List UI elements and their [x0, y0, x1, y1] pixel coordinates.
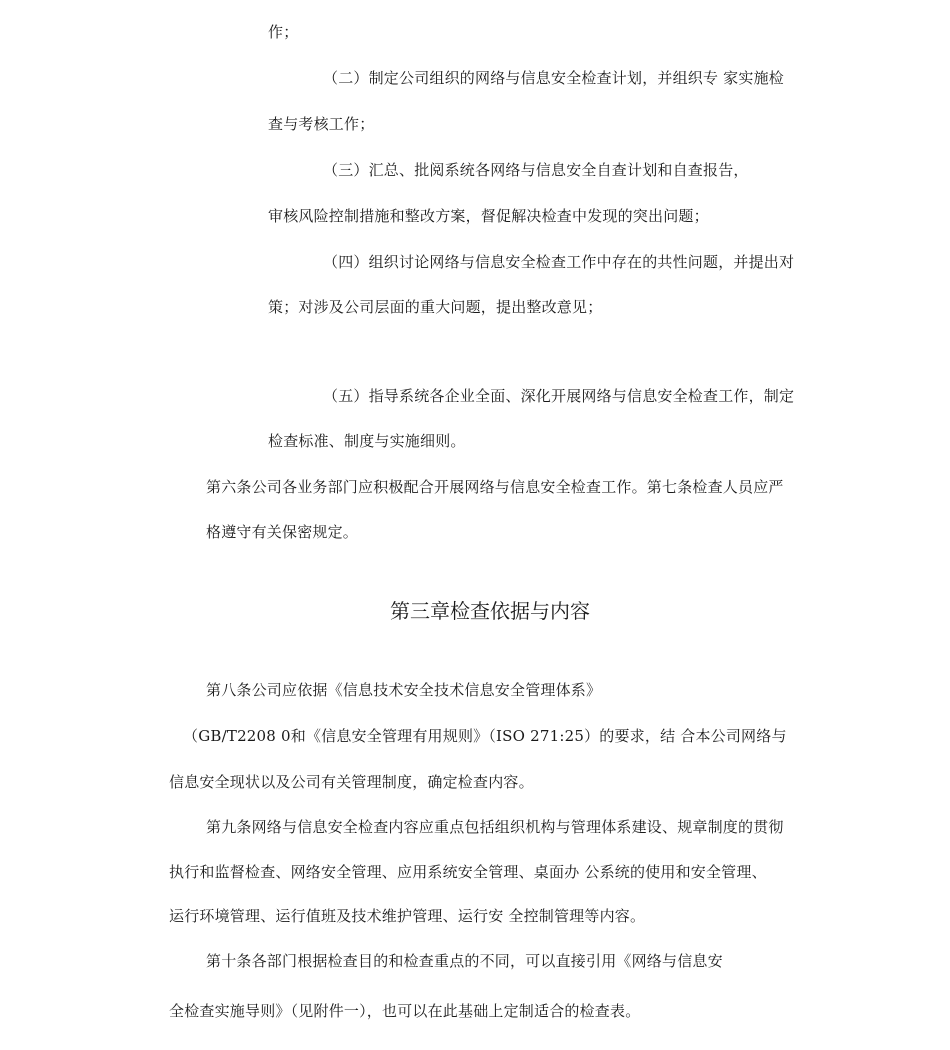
text-line: 第十条各部门根据检查目的和检查重点的不同，可以直接引用《网络与信息安 [206, 952, 723, 970]
text-line: 作； [268, 23, 299, 41]
text-line: 信息安全现状以及公司有关管理制度，确定检查内容。 [169, 773, 534, 791]
text-line: （四）组织讨论网络与信息安全检查工作中存在的共性问题，并提出对 [323, 253, 795, 271]
chapter-title: 第三章检查依据与内容 [390, 599, 590, 623]
text-line: 全检查实施导则》（见附件一），也可以在此基础上定制适合的检查表。 [169, 1002, 641, 1020]
text-line: 运行环境管理、运行值班及技术维护管理、运行安 全控制管理等内容。 [169, 907, 646, 925]
text-line: 审核风险控制措施和整改方案，督促解决检查中发现的突出问题； [268, 207, 709, 225]
text-line: （三）汇总、批阅系统各网络与信息安全自查计划和自查报告， [323, 161, 749, 179]
text-line: （二）制定公司组织的网络与信息安全检查计划，并组织专 家实施检 [323, 69, 784, 87]
text-line: 第九条网络与信息安全检查内容应重点包括组织机构与管理体系建设、规章制度的贯彻 [206, 818, 784, 836]
text-line: 策；对涉及公司层面的重大问题，提出整改意见； [268, 298, 603, 316]
text-line: 执行和监督检查、网络安全管理、应用系统安全管理、桌面办 公系统的使用和安全管理、 [169, 863, 767, 881]
text-line: 第八条公司应依据《信息技术安全技术信息安全管理体系》 [206, 681, 602, 699]
text-line: 检查标准、制度与实施细则。 [268, 432, 466, 450]
text-line: 查与考核工作； [268, 115, 375, 133]
text-line: 格遵守有关保密规定。 [206, 523, 359, 541]
text-line: （GB/T2208 0和《信息安全管理有用规则》（ISO 271:25）的要求，结 合本公司网络与 [183, 727, 787, 745]
text-line: （五）指导系统各企业全面、深化开展网络与信息安全检查工作，制定 [323, 387, 795, 405]
text-line: 第六条公司各业务部门应积极配合开展网络与信息安全检查工作。第七条检查人员应严 [206, 478, 784, 496]
